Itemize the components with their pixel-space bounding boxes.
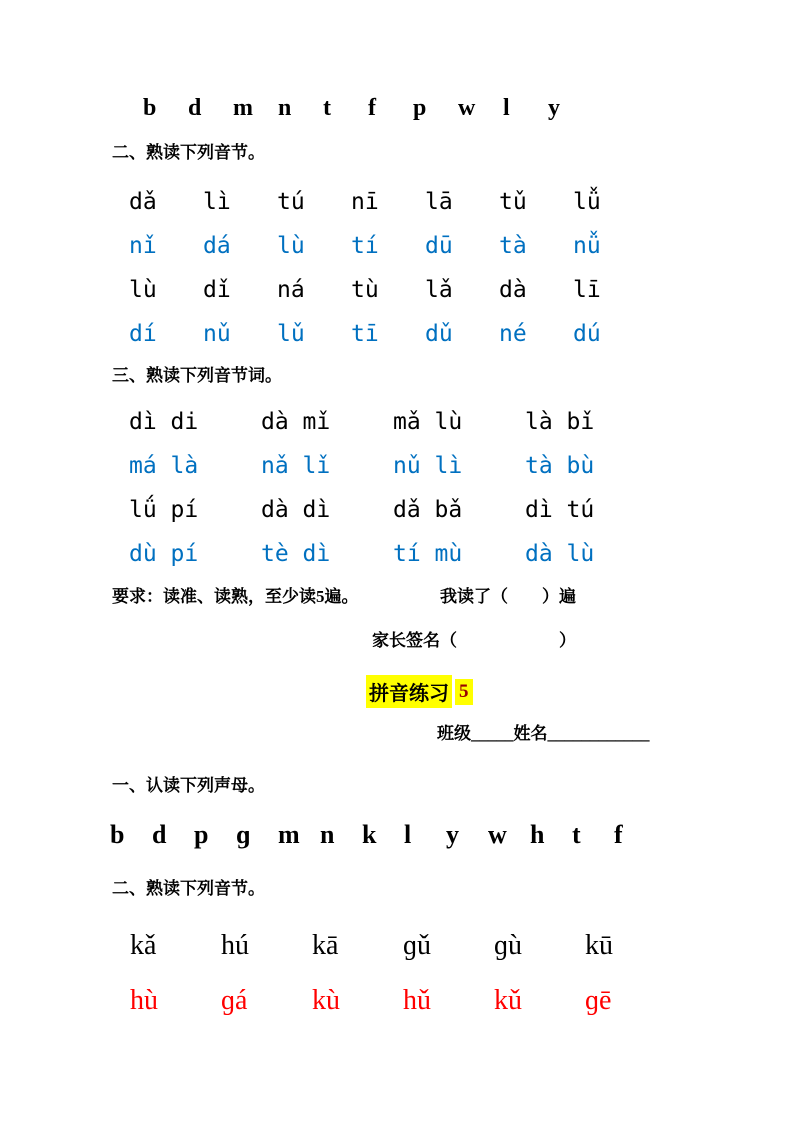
syllable: nǔ xyxy=(203,321,231,347)
syllable-word: tè dì xyxy=(261,541,331,567)
syllable: né xyxy=(499,321,527,347)
syllable-word: má là xyxy=(129,453,199,479)
initial-letter: l xyxy=(404,820,412,849)
initial-letter: b xyxy=(110,820,125,849)
word-row xyxy=(129,400,657,444)
syllable: ɡù xyxy=(494,930,522,961)
syllable: tí xyxy=(351,233,379,259)
syllable-row xyxy=(129,180,647,224)
syllable: tà xyxy=(499,233,527,259)
syllable: lī xyxy=(573,277,601,303)
syllable: ɡǔ xyxy=(403,930,431,961)
syllable-grid xyxy=(129,180,647,356)
syllable-word: dì tú xyxy=(525,497,595,523)
initial-letter: f xyxy=(368,95,376,121)
initial-letter: h xyxy=(530,820,545,849)
syllable: dú xyxy=(573,321,601,347)
syllable-word: tà bù xyxy=(525,453,595,479)
syllable-row xyxy=(130,918,676,973)
syllable-word: tí mù xyxy=(393,541,463,567)
syllable: kū xyxy=(585,930,613,961)
initial-letter: m xyxy=(233,95,253,121)
syllable-grid-2 xyxy=(130,918,676,1028)
worksheet-title-text: 拼音练习 xyxy=(366,675,452,708)
syllable: nǐ xyxy=(129,233,157,259)
syllable: kǔ xyxy=(494,985,522,1016)
initial-letter: p xyxy=(194,820,209,849)
syllable: kā xyxy=(312,930,339,961)
syllable-word: dù pí xyxy=(129,541,199,567)
syllable: dá xyxy=(203,233,231,259)
syllable: tù xyxy=(351,277,379,303)
syllable-word: dà lù xyxy=(525,541,595,567)
syllable-word: lǘ pí xyxy=(129,497,199,523)
initial-letter: d xyxy=(188,95,202,121)
requirement-text: 要求：读准、读熟，至少读5遍。 xyxy=(112,587,359,606)
syllable: kǎ xyxy=(130,930,157,961)
word-row xyxy=(129,444,657,488)
initial-letter: y xyxy=(548,95,560,121)
worksheet-title-number: 5 xyxy=(455,679,473,705)
initial-letter: m xyxy=(278,820,300,849)
syllable: dǔ xyxy=(425,321,453,347)
syllable-word: nǔ lì xyxy=(393,453,463,479)
word-row xyxy=(129,532,657,576)
syllable-word: dà dì xyxy=(261,497,331,523)
syllable: lì xyxy=(203,189,231,215)
syllable: tú xyxy=(277,189,305,215)
syllable: lā xyxy=(425,189,453,215)
initial-letter: d xyxy=(152,820,167,849)
initial-letter: ɡ xyxy=(236,820,251,849)
word-row xyxy=(129,488,657,532)
syllable: ɡá xyxy=(221,985,248,1016)
initials-row-1 xyxy=(143,95,593,122)
initial-letter: f xyxy=(614,820,623,849)
syllable: dū xyxy=(425,233,453,259)
syllable: ɡē xyxy=(585,985,612,1016)
initial-letter: t xyxy=(572,820,581,849)
syllable-row xyxy=(129,224,647,268)
initial-letter: w xyxy=(488,820,507,849)
syllable: hù xyxy=(130,985,158,1016)
syllable: lù xyxy=(277,233,305,259)
initial-letter: w xyxy=(458,95,476,121)
syllable: lǔ xyxy=(277,321,305,347)
class-name-line: 班级_____姓名____________ xyxy=(437,724,650,743)
syllable-word: dì di xyxy=(129,409,199,435)
syllable-word: dǎ bǎ xyxy=(393,497,463,523)
syllable: hǔ xyxy=(403,985,431,1016)
section-heading-recognize-initials: 一、认读下列声母。 xyxy=(112,776,265,795)
syllable-word: dà mǐ xyxy=(261,409,331,435)
section-heading-read-syllable-words: 三、熟读下列音节词。 xyxy=(112,366,282,385)
syllable-row xyxy=(130,973,676,1028)
syllable: ná xyxy=(277,277,305,303)
syllable-word: nǎ lǐ xyxy=(261,453,331,479)
syllable: lǎ xyxy=(425,277,453,303)
initials-row-2 xyxy=(110,820,656,850)
syllable: nī xyxy=(351,189,379,215)
initial-letter: l xyxy=(503,95,510,121)
word-grid xyxy=(129,400,657,576)
initial-letter: n xyxy=(320,820,335,849)
section-heading-read-syllables: 二、熟读下列音节。 xyxy=(112,143,265,162)
syllable: dǐ xyxy=(203,277,231,303)
worksheet-title xyxy=(366,675,473,708)
parent-signature-blank: 家长签名（ ） xyxy=(372,631,576,650)
syllable: dà xyxy=(499,277,527,303)
syllable-word: mǎ lù xyxy=(393,409,463,435)
syllable: kù xyxy=(312,985,340,1016)
syllable: hú xyxy=(221,930,249,961)
syllable: tī xyxy=(351,321,379,347)
initial-letter: n xyxy=(278,95,292,121)
read-count-blank: 我读了（ ）遍 xyxy=(440,587,576,606)
initial-letter: p xyxy=(413,95,427,121)
syllable: tǔ xyxy=(499,189,527,215)
syllable: dí xyxy=(129,321,157,347)
syllable-row xyxy=(129,312,647,356)
initial-letter: y xyxy=(446,820,459,849)
syllable: lǚ xyxy=(573,189,601,215)
syllable: nǚ xyxy=(573,233,601,259)
syllable-word: là bǐ xyxy=(525,409,595,435)
syllable: dǎ xyxy=(129,189,157,215)
initial-letter: b xyxy=(143,95,157,121)
initial-letter: k xyxy=(362,820,377,849)
syllable-row xyxy=(129,268,647,312)
section-heading-read-syllables-2: 二、熟读下列音节。 xyxy=(112,879,265,898)
initial-letter: t xyxy=(323,95,331,121)
syllable: lù xyxy=(129,277,157,303)
